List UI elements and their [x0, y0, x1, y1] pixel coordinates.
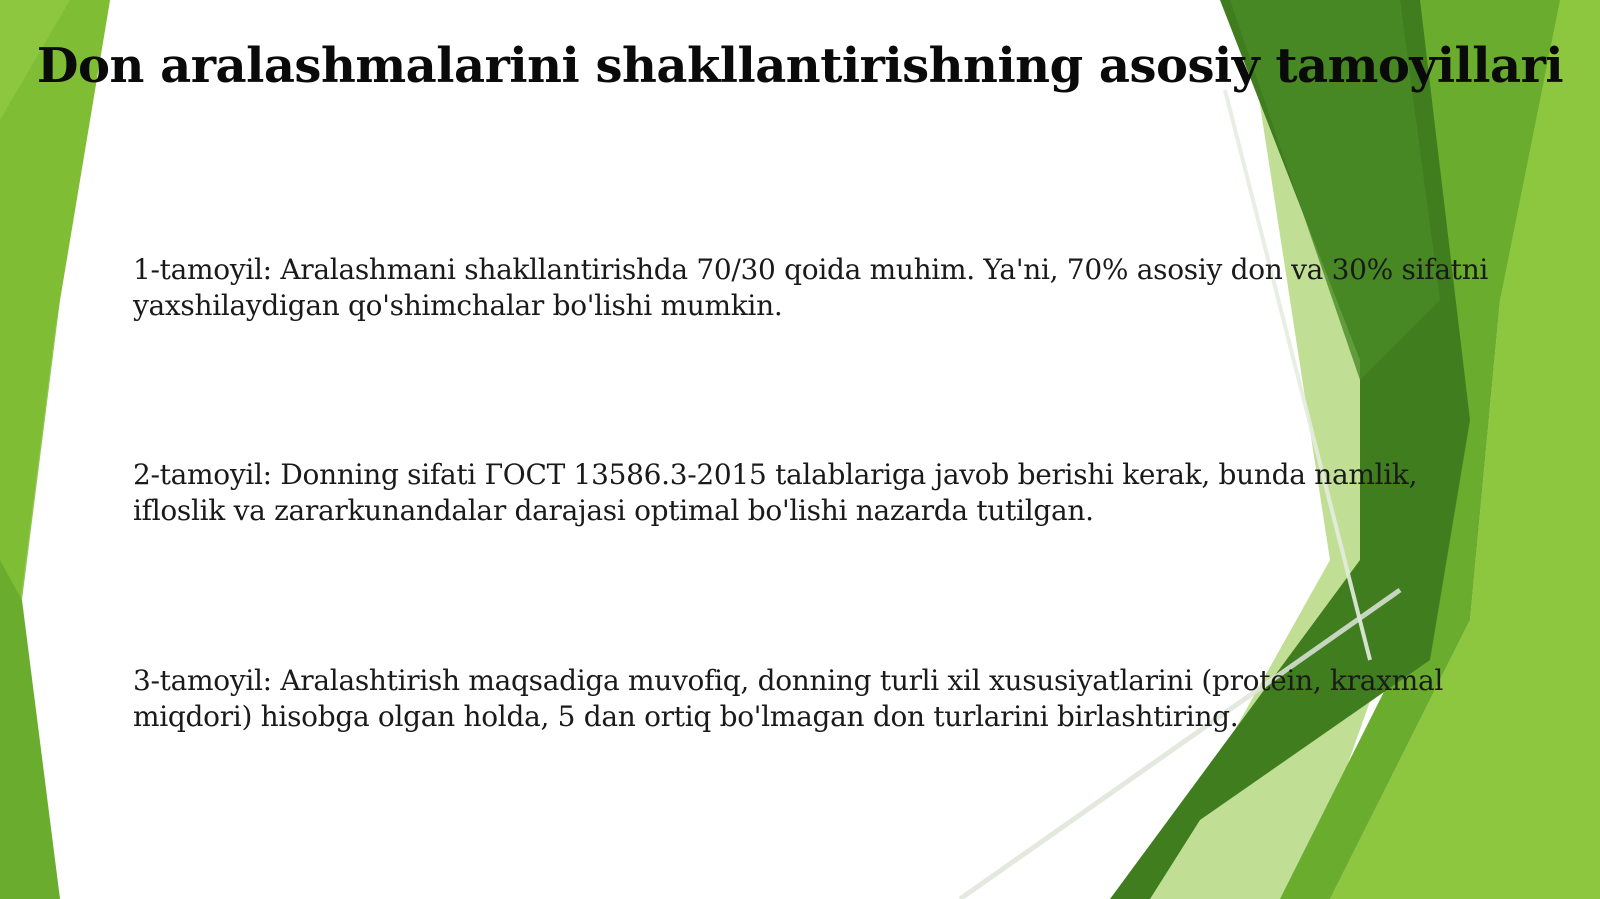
principle-1-text: 1-tamoyil: Aralashmani shakllantirishda 70/30 qoida muhim. Ya'ni, 70% asosiy don va 30% sifatni yaxshilaydigan qo'shimchalar bo'lishi mumkin. — [133, 253, 1489, 322]
left-green-shade — [0, 560, 60, 899]
principle-2-text: 2-tamoyil: Donning sifati ГОСТ 13586.3-2015 talablariga javob berishi kerak, bunda namlik, ifloslik va zararkunandalar darajasi optimal bo'lishi nazarda tutilgan. — [133, 458, 1418, 527]
slide-title: Don aralashmalarini shakllantirishning asosiy tamoyillari — [36, 38, 1564, 94]
principle-3-text: 3-tamoyil: Aralashtirish maqsadiga muvofiq, donning turli xil xususiyatlarini (protein, kraxmal miqdori) hisobga olgan holda, 5 dan ortiq bo'lmagan don turlarini birlashtiring. — [133, 664, 1443, 733]
